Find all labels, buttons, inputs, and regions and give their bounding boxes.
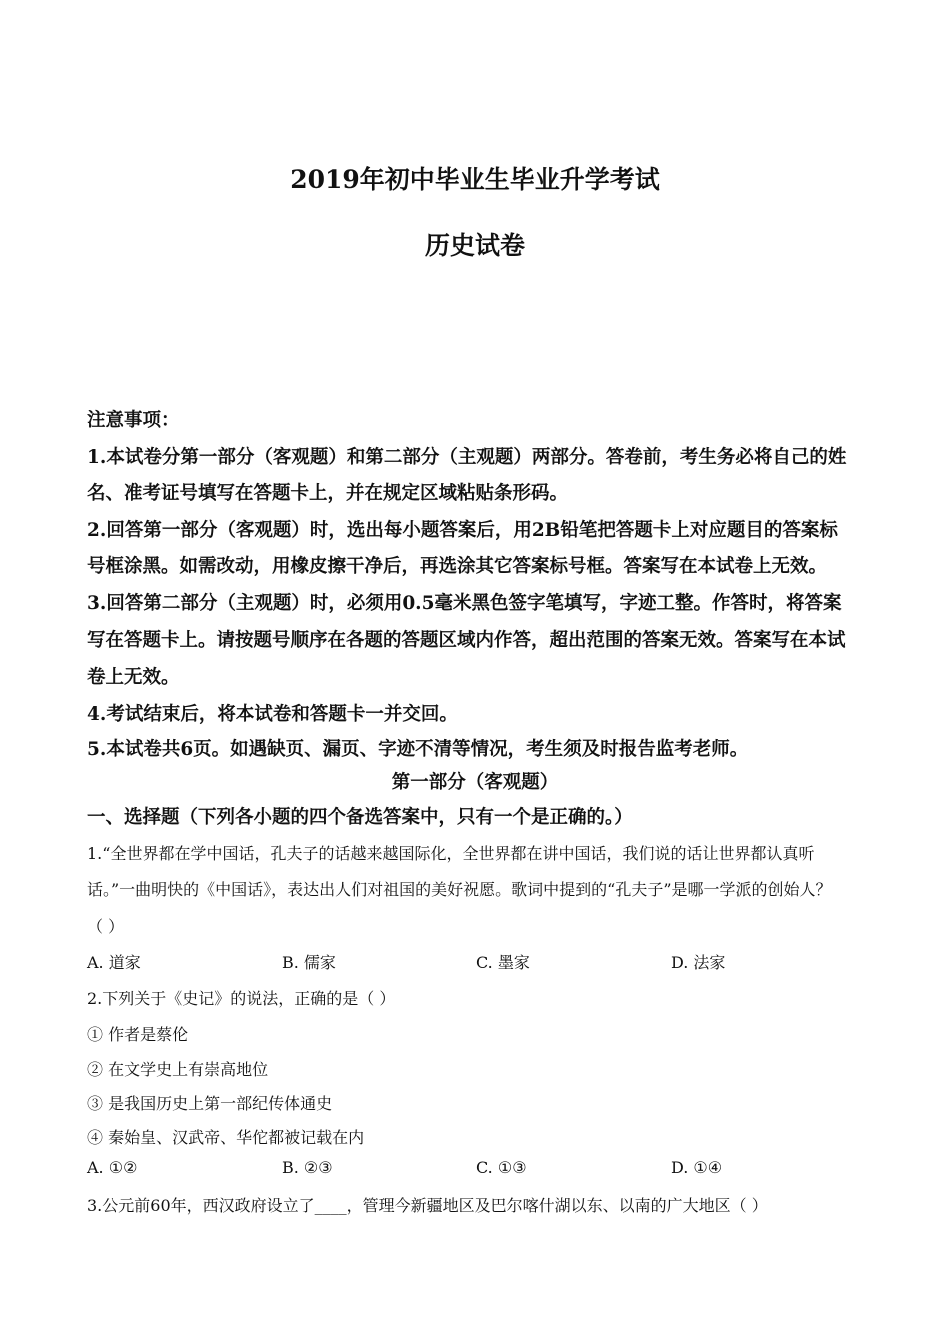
q2-option-b: B. ②③: [282, 1158, 333, 1177]
q2-item: ① 作者是蔡伦: [87, 1025, 189, 1044]
notice-line: 写在答题卡上。请按题号顺序在各题的答题区域内作答，超出范围的答案无效。答案写在本试: [87, 630, 846, 651]
notice-line: 号框涂黑。如需改动，用橡皮擦干净后，再选涂其它答案标号框。答案写在本试卷上无效。: [87, 556, 828, 577]
q1-stem-line: 话。”一曲明快的《中国话》，表达出人们对祖国的美好祝愿。歌词中提到的“孔夫子”是哪一学派的创始人？: [87, 880, 832, 899]
q1-option-c: C. 墨家: [476, 953, 530, 972]
notice-line: 2.回答第一部分（客观题）时，选出每小题答案后，用2B铅笔把答题卡上对应题目的答案标: [87, 520, 838, 541]
q2-item: ② 在文学史上有崇高地位: [87, 1060, 269, 1079]
notice-line: 1.本试卷分第一部分（客观题）和第二部分（主观题）两部分。答卷前，考生务必将自己的姓: [87, 447, 847, 468]
q1-option-d: D. 法家: [671, 953, 726, 972]
q2-option-c: C. ①③: [476, 1158, 527, 1177]
q3-stem: 3.公元前60年，西汉政府设立了____，管理今新疆地区及巴尔喀什湖以东、以南的广大地区（ ）: [87, 1196, 768, 1215]
notice-line: 名、准考证号填写在答题卡上，并在规定区域粘贴条形码。: [87, 483, 569, 504]
q2-option-a: A. ①②: [87, 1158, 138, 1177]
q1-stem-line: 1.“全世界都在学中国话，孔夫子的话越来越国际化，全世界都在讲中国话，我们说的话让世界都认真听: [87, 844, 815, 863]
q1-option-a: A. 道家: [87, 953, 141, 972]
q2-stem: 2.下列关于《史记》的说法，正确的是（ ）: [87, 989, 396, 1008]
q2-option-d: D. ①④: [671, 1158, 723, 1177]
q1-stem-line: （ ）: [87, 917, 125, 936]
notice-line: 3.回答第二部分（主观题）时，必须用0.5毫米黑色签字笔填写，字迹工整。作答时，将答案: [87, 593, 842, 614]
q2-item: ④ 秦始皇、汉武帝、华佗都被记载在内: [87, 1128, 365, 1147]
q1-option-b: B. 儒家: [282, 953, 336, 972]
exam-title: 2019年初中毕业生毕业升学考试: [290, 165, 660, 194]
section1-title: 一、选择题（下列各小题的四个备选答案中，只有一个是正确的。）: [87, 807, 633, 828]
part1-title: 第一部分（客观题）: [391, 772, 559, 793]
notice-line: 4.考试结束后，将本试卷和答题卡一并交回。: [87, 704, 458, 725]
notice-line: 卷上无效。: [87, 667, 180, 688]
notice-heading: 注意事项：: [87, 410, 180, 431]
q2-item: ③ 是我国历史上第一部纪传体通史: [87, 1094, 333, 1113]
notice-line: 5.本试卷共6页。如遇缺页、漏页、字迹不清等情况，考生须及时报告监考老师。: [87, 739, 749, 760]
exam-subject-title: 历史试卷: [424, 231, 525, 260]
